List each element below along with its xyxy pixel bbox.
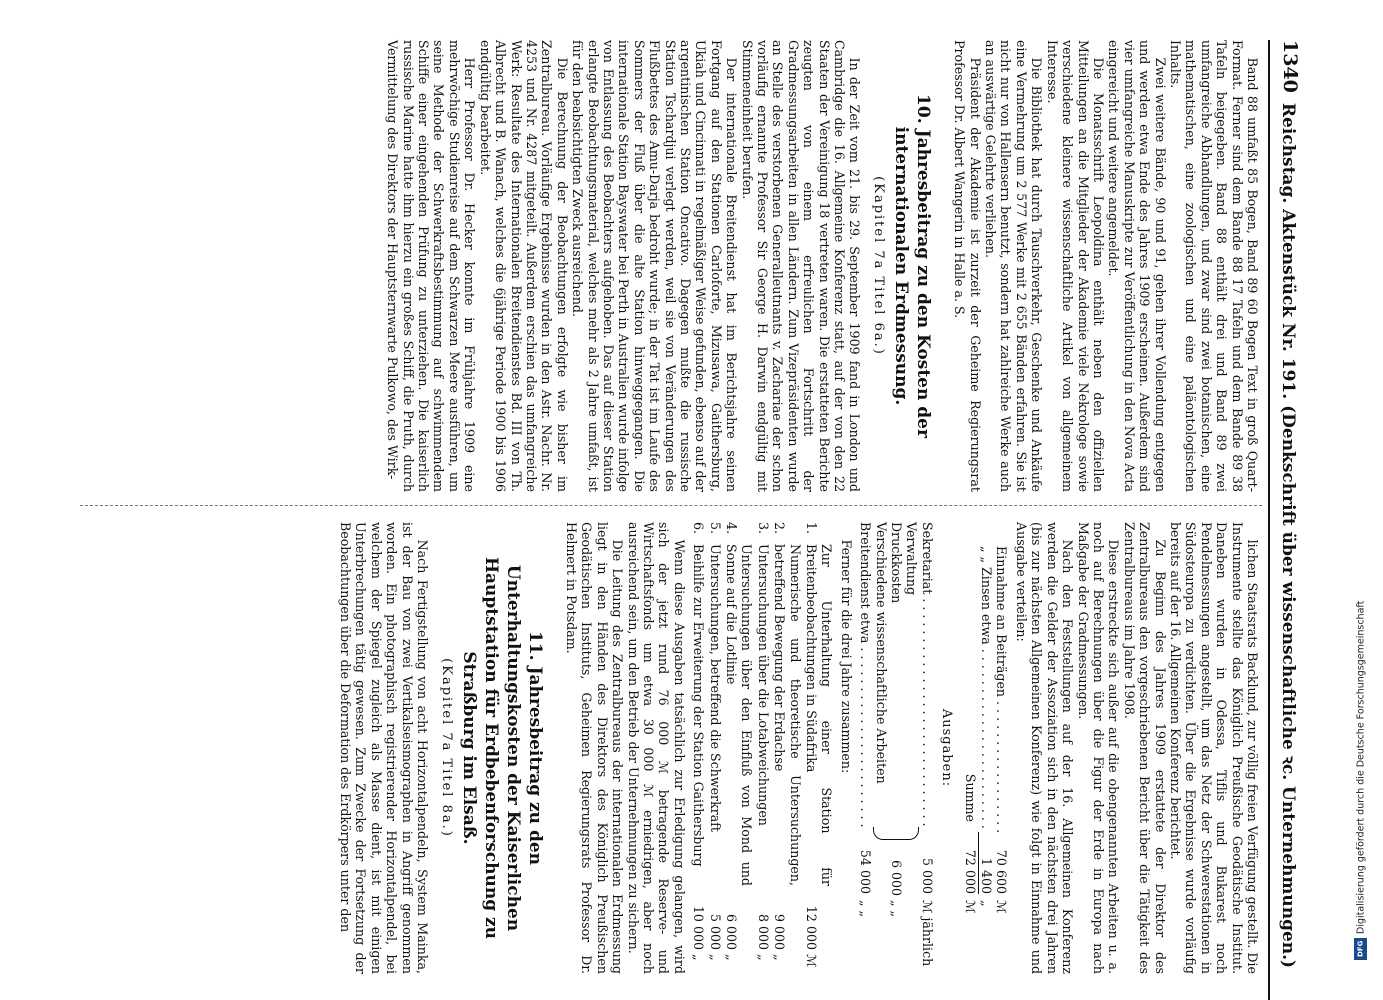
list-item: 5. Untersuchungen, betreffend die Schwerkraft 5 000 „ [707, 522, 723, 961]
expenses-heading: Ausgaben: [939, 708, 955, 788]
paragraph: Zwei weitere Bände, 90 und 91, gehen ihrer Vollendung entgegen und werden etwa Ende des Jahres 1909 erscheinen. Außerdem sind vier umfangreiche Manuskripte zur Veröffentlichung in den Nova Acta eingereicht und weitere angemeldet. [1106, 40, 1168, 492]
paragraph: Diese erstreckte sich außer auf die obengenannten Arbeiten u. a. noch auf Berechnungen über die Figur der Erde in Europa nach Maßgabe der Gradmessungen. [1075, 522, 1122, 974]
three-year-list [691, 522, 835, 974]
paragraph: In der Zeit vom 21. bis 29. September 1909 fand in London und Cambridge die 16. Allgemeine Konferenz statt, auf der von den 22 Staaten der Vereinigung 18 vertreten waren. Die erstatteten Berichte zeugten von einem erfreulichen Fortschritt der Gradmessungsarbeiten in allen Ländern. Zum Vizepräsidenten wurde an Stelle des verstorbenen Generalleutnants v. Zachariae der schon vorläufig ernannte Professor Sir George H. Darwin endgültig mit Stimmeneinheit berufen. [739, 40, 863, 492]
page-number: 1340 [1279, 40, 1301, 93]
dfg-logo: DFG [1355, 938, 1368, 960]
brace-mark [873, 827, 919, 840]
section-10-subtitle: (Kapitel 7a Titel 6a.) [870, 176, 886, 356]
paragraph: Herr Professor Dr. Hecker konnte im Frühjahre 1909 eine mehrwöchige Studienreise auf dem Schwarzen Meere ausführen, um seine Methode der Schwerkraftsbestimmung auf schwimmendem Schiffe einer eingehenden Prüfung zu unterziehen. Die kaiserlich russische Marine hatte ihm hierzu ein großes Schiff, die Pruth, durch Vermittelung des Direktors der Hauptsternwarte Pulkowo, des Wirk- [385, 40, 478, 492]
list-item: 2. Numerische und theoretische Untersuchungen, betreffend Bewegung der Erdachse 9 000 „ [772, 522, 803, 961]
section-10-title: 10. Jahresbeitrag zu den Kosten der internationalen Erdmessung. [890, 94, 933, 438]
paragraph: Nach den Feststellungen auf der 16. Allgemeinen Konferenz werden die Gelder der Assoziation sich in den nächsten drei Jahren (bis zur nächsten Allgemeinen Konferenz) wie folgt in Einnahme und Ausgabe verteilen: [1013, 522, 1076, 974]
paragraph: Wenn diese Ausgaben tatsächlich zur Erledigung gelangen, wird sich der jetzt rund 76 000 ℳ betragende Reserve- und Wirtschaftsfonds um etwa 30 000 ℳ erniedrigen, aber noch ausreichend sein, um den Betrieb der Unternehmungen zu sichern. [625, 522, 687, 974]
page-running-title: Reichstag. Aktenstück Nr. 191. (Denkschrift über wissenschaftliche ꝛc. Unternehmungen.) [1278, 102, 1299, 969]
paragraph: Zu Beginn des Jahres 1909 erstattete der Direktor des Zentralbureaus den vorgeschriebenen Bericht über die Tätigkeit des Zentralbureaus im Jahre 1908. [1121, 522, 1168, 974]
section-11-subtitle: (Kapitel 7a Titel 8a.) [438, 658, 454, 838]
expense-row: Sekretariat . . . 5 000 ℳ jährlich [919, 522, 934, 974]
credit-text: Digitalisierung gefördert durch die Deutsche Forschungsgemeinschaft [1355, 600, 1367, 934]
right-column [70, 522, 1260, 974]
paragraph: Die Monatsschrift Leopoldina enthält neben den offiziellen Mitteilungen an die Mitglieder der Akademie viele Nekrologe sowie verschiedene kleinere wissenschaftliche Artikel von allgemeinem Interesse. [1044, 40, 1106, 492]
paragraph: lichen Staatsrats Backlund, zur völlig freien Verfügung gestellt. Die Instrumente stellte das Königlich Preußische Geodätische Institut. Daneben wurden in Odessa, Tiflis und Bukarest noch Pendelmessungen angestellt, um das Netz der Schwerestationen in Südosteuropa zu verdichten. Über die Ergebnisse wurde vorläufig bereits auf der 16. Allgemeinen Konferenz berichtet. [1167, 522, 1260, 974]
income-sum-row: Summe 72 000 ℳ [962, 773, 978, 914]
paragraph: Die Berechnung der Beobachtungen erfolgte wie bisher im Zentralbureau. Vorläufige Ergebnisse wurden in den Astr. Nachr. Nr. 4253 und Nr. 4287 mitgeteilt. Außerdem erschien das umfangreiche Werk: Resultate des Internationalen Breitendienstes Bd. III von Th. Albrecht und B. Wanach, welches die 6jährige Periode 1900 bis 1906 endgültig bearbeitet. [477, 40, 570, 492]
income-row: „ „ Zinsen etwa . . . 1 400 „ [979, 546, 994, 974]
list-item: 6. Beihilfe zur Erweiterung der Station Gaithersburg 10 000 „ [691, 522, 707, 961]
section-11-title: 11. Jahresbeitrag zu den Unterhaltungskosten der Kaiserlichen Hauptstation für Erdbebenforschung zu Straßburg im Elsaß. [458, 556, 545, 940]
paragraph: Band 88 umfaßt 85 Bogen, Band 89 60 Bogen Text in groß Quart-Format. Ferner sind dem Bande 88 17 Tafeln und dem Bande 89 38 Tafeln beigegeben. Band 88 enthält drei und Band 89 zwei umfangreiche Abhandlungen, und zwar sind zwei botanischen, eine mathematischen, eine zoologischen und eine paläontologischen Inhalts. [1167, 40, 1260, 492]
digitization-credit [1353, 40, 1369, 960]
income-table [962, 546, 1009, 974]
list-item: 1. Zur Unterhaltung einer Station für Breitenbeobachtungen in Südafrika 12 000 ℳ [804, 522, 835, 968]
paragraph: Ferner für die drei Jahre zusammen: [838, 539, 854, 774]
income-row: Einnahme an Beiträgen . . . 70 600 ℳ [994, 546, 1009, 974]
scanned-page [70, 40, 1310, 1000]
expenses-table [858, 522, 935, 974]
paragraph: Die Leitung des Zentralbureaus der internationalen Erdmessung liegt in den Händen des Direktors des Königlich Preußischen Geodätischen Instituts, Geheimen Regierungsrats Professor Dr. Helmert in Potsdam. [563, 522, 626, 974]
column-divider [80, 505, 1262, 506]
expense-group: Verwaltung Druckkosten Verschiedene wissenschaftliche Arbeiten 6 000 „ „ [873, 522, 920, 918]
paragraph: Nach Fertigstellung von acht Horizontalpendeln, System Mainka, ist der Bau von zwei Vertikalseismographen in Angriff genommen worden. Ein photographisch registrierender Horizontalpendel, bei welchem der Spiegel zugleich als Masse dient, ist mit einigen Unterbrechungen tätig gewesen. Zum Zwecke der Fortsetzung der Beobachtungen über die Deformation des Erdkörpers unter den [338, 522, 431, 974]
list-item: 3. Untersuchungen über die Lotabweichungen 8 000 „ [755, 522, 771, 961]
list-item: 4. Untersuchungen über den Einfluß von Mond und Sonne auf die Lotlinie 6 000 „ [724, 522, 755, 961]
paragraph: Der internationale Breitendienst hat im Berichtsjahre seinen Fortgang auf den Stationen Carloforte, Mizusawa, Gaithersburg, Ukiah und Cincinnati in regelmäßiger Weise gefunden, ebenso auf der argentinischen Station Oncativo. Dagegen mußte die russische Station Tschardjui verlegt werden, weil sie von Veränderungen des Flußbettes des Amu-Darja bedroht wurde; in der Tat ist im Laufe des Sommers der Fluß über die alte Station hinweggegangen. Die internationale Station Bayswater bei Perth in Australien wurde infolge von Entlassung des Beobachters aufgehoben. Das auf dieser Station erlangte Beobachtungsmaterial, welches mehr als 2 Jahre umfaßt, ist für den beabsichtigten Zweck ausreichend. [570, 40, 740, 492]
paragraph: Präsident der Akademie ist zurzeit der Geheime Regierungsrat Professor Dr. Albert Wangerin in Halle a. S. [952, 40, 983, 492]
expense-row: Breitendienst etwa . . . 54 000 „ „ [858, 522, 873, 974]
left-column [70, 40, 1260, 492]
page-header [1268, 40, 1310, 1000]
paragraph: Die Bibliothek hat durch Tauschverkehr, Geschenke und Ankäufe eine Vermehrung um 2 577 Werke mit 2 655 Bänden erfahren. Sie ist nicht nur von Hallensern benutzt, sondern hat zahlreiche Werke auch an auswärtige Gelehrte verliehen. [983, 40, 1045, 492]
